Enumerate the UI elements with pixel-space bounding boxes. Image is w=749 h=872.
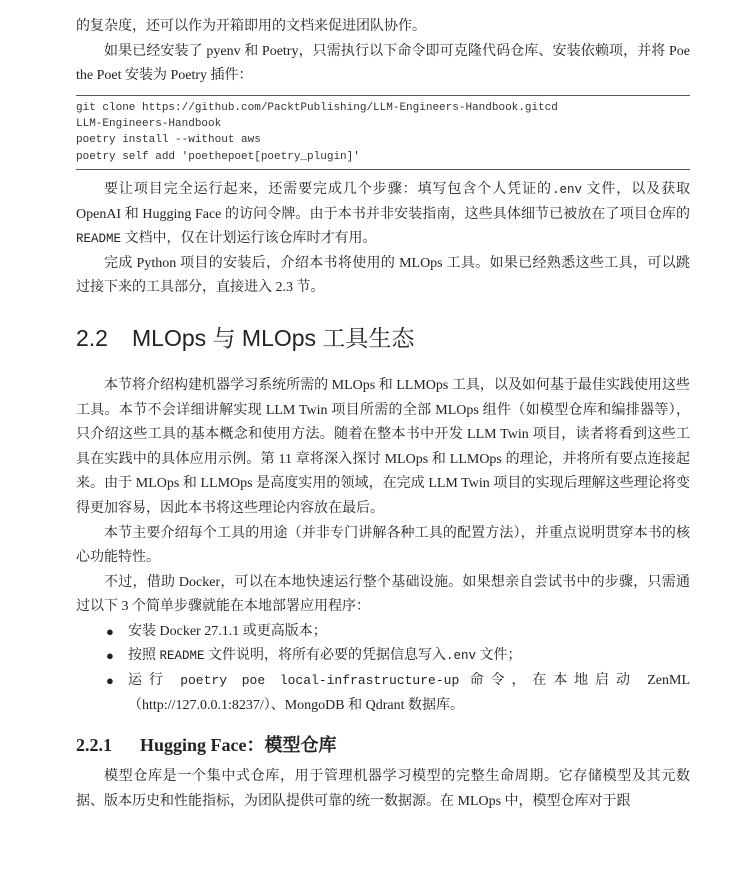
code-line: poetry install --without aws bbox=[76, 134, 261, 147]
inline-code-command: poetry poe local-infrastructure-up bbox=[180, 673, 460, 689]
section-title: MLOps 与 MLOps 工具生态 bbox=[132, 324, 415, 351]
code-block bbox=[76, 95, 690, 170]
inline-code-env: .env bbox=[551, 182, 582, 197]
document-page bbox=[76, 0, 690, 814]
paragraph-tools-focus: 本节主要介绍每个工具的用途（并非专门讲解各种工具的配置方法），并重点说明贯穿本书的核心功能特性。 bbox=[76, 525, 690, 566]
code-line: git clone https://github.com/PacktPublishing/LLM-Engineers-Handbook.gitcd bbox=[76, 101, 558, 114]
paragraph-setup-steps: 要让项目完全运行起来，还需要完成几个步骤：填写包含个人凭证的.env 文件，以及获取 OpenAI 和 Hugging Face 的访问令牌。由于本书并非安装指南，这些具体细节已被放在了项目仓库的 README 文档中，仅在计划运行该仓库时才有用。 bbox=[76, 181, 691, 247]
inline-code-env: .env bbox=[446, 649, 477, 664]
bullet-dot-icon: ● bbox=[106, 623, 114, 639]
paragraph-install-intro: 如果已经安装了 pyenv 和 Poetry，只需执行以下命令即可克隆代码仓库、安装依赖项，并将 Poe the Poet 安装为 Poetry 插件： bbox=[76, 43, 690, 84]
paragraph-mlops-overview: 本节将介绍构建机器学习系统所需的 MLOps 和 LLMOps 工具，以及如何基于最佳实践使用这些工具。本节不会详细讲解实现 LLM Twin 项目所需的全部 MLOps 组件（如模型仓库和编排器等），只介绍这些工具的基本概念和使用方法。随着在整本书中开发 LLM Twin 项目，读者将看到这些工具在实践中的具体应用示例。第 11 章将深入探讨 MLOps 和 LLMOps 的理论，并将所有要点连接起来。由于 MLOps 和 LLMOps 是高度实用的领域，在完成 LLM Twin 项目的实现后理解这些理论将变得更加容易，因此本书将这些理论内容放在最后。 bbox=[76, 377, 690, 516]
list-item: ● 安装 Docker 27.1.1 或更高版本； bbox=[76, 620, 690, 645]
bullet-dot-icon: ● bbox=[106, 673, 114, 689]
list-item: ● 运行 poetry poe local-infrastructure-up 命令，在本地启动 ZenML（http://127.0.0.1:8237/）、MongoDB 和 Qdrant 数据库。 bbox=[76, 669, 690, 718]
bullet-dot-icon: ● bbox=[106, 648, 114, 664]
code-line: LLM-Engineers-Handbook bbox=[76, 118, 222, 131]
inline-code-readme: README bbox=[159, 649, 205, 664]
section-number: 2.2 bbox=[76, 324, 108, 351]
section-heading bbox=[76, 319, 690, 357]
code-line: poetry self add 'poethepoet[poetry_plugin]' bbox=[76, 150, 360, 163]
subsection-number: 2.2.1 bbox=[76, 735, 112, 756]
subsection-heading bbox=[76, 728, 690, 762]
steps-list bbox=[76, 620, 690, 718]
inline-code-readme: README bbox=[76, 232, 122, 247]
paragraph-tools-intro: 完成 Python 项目的安装后，介绍本书将使用的 MLOps 工具。如果已经熟悉这些工具，可以跳过接下来的工具部分，直接进入 2.3 节。 bbox=[76, 255, 690, 296]
subsection-title: Hugging Face：模型仓库 bbox=[140, 735, 337, 756]
list-item: ● 按照 README 文件说明，将所有必要的凭据信息写入.env 文件； bbox=[76, 644, 690, 669]
paragraph-intro-tail: 的复杂度，还可以作为开箱即用的文档来促进团队协作。 bbox=[76, 19, 426, 34]
paragraph-docker: 不过，借助 Docker，可以在本地快速运行整个基础设施。如果想亲自尝试书中的步骤，只需通过以下 3 个简单步骤就能在本地部署应用程序： bbox=[76, 574, 690, 615]
paragraph-model-registry: 模型仓库是一个集中式仓库，用于管理机器学习模型的完整生命周期。它存储模型及其元数据、版本历史和性能指标，为团队提供可靠的统一数据源。在 MLOps 中，模型仓库对于跟 bbox=[76, 769, 690, 809]
